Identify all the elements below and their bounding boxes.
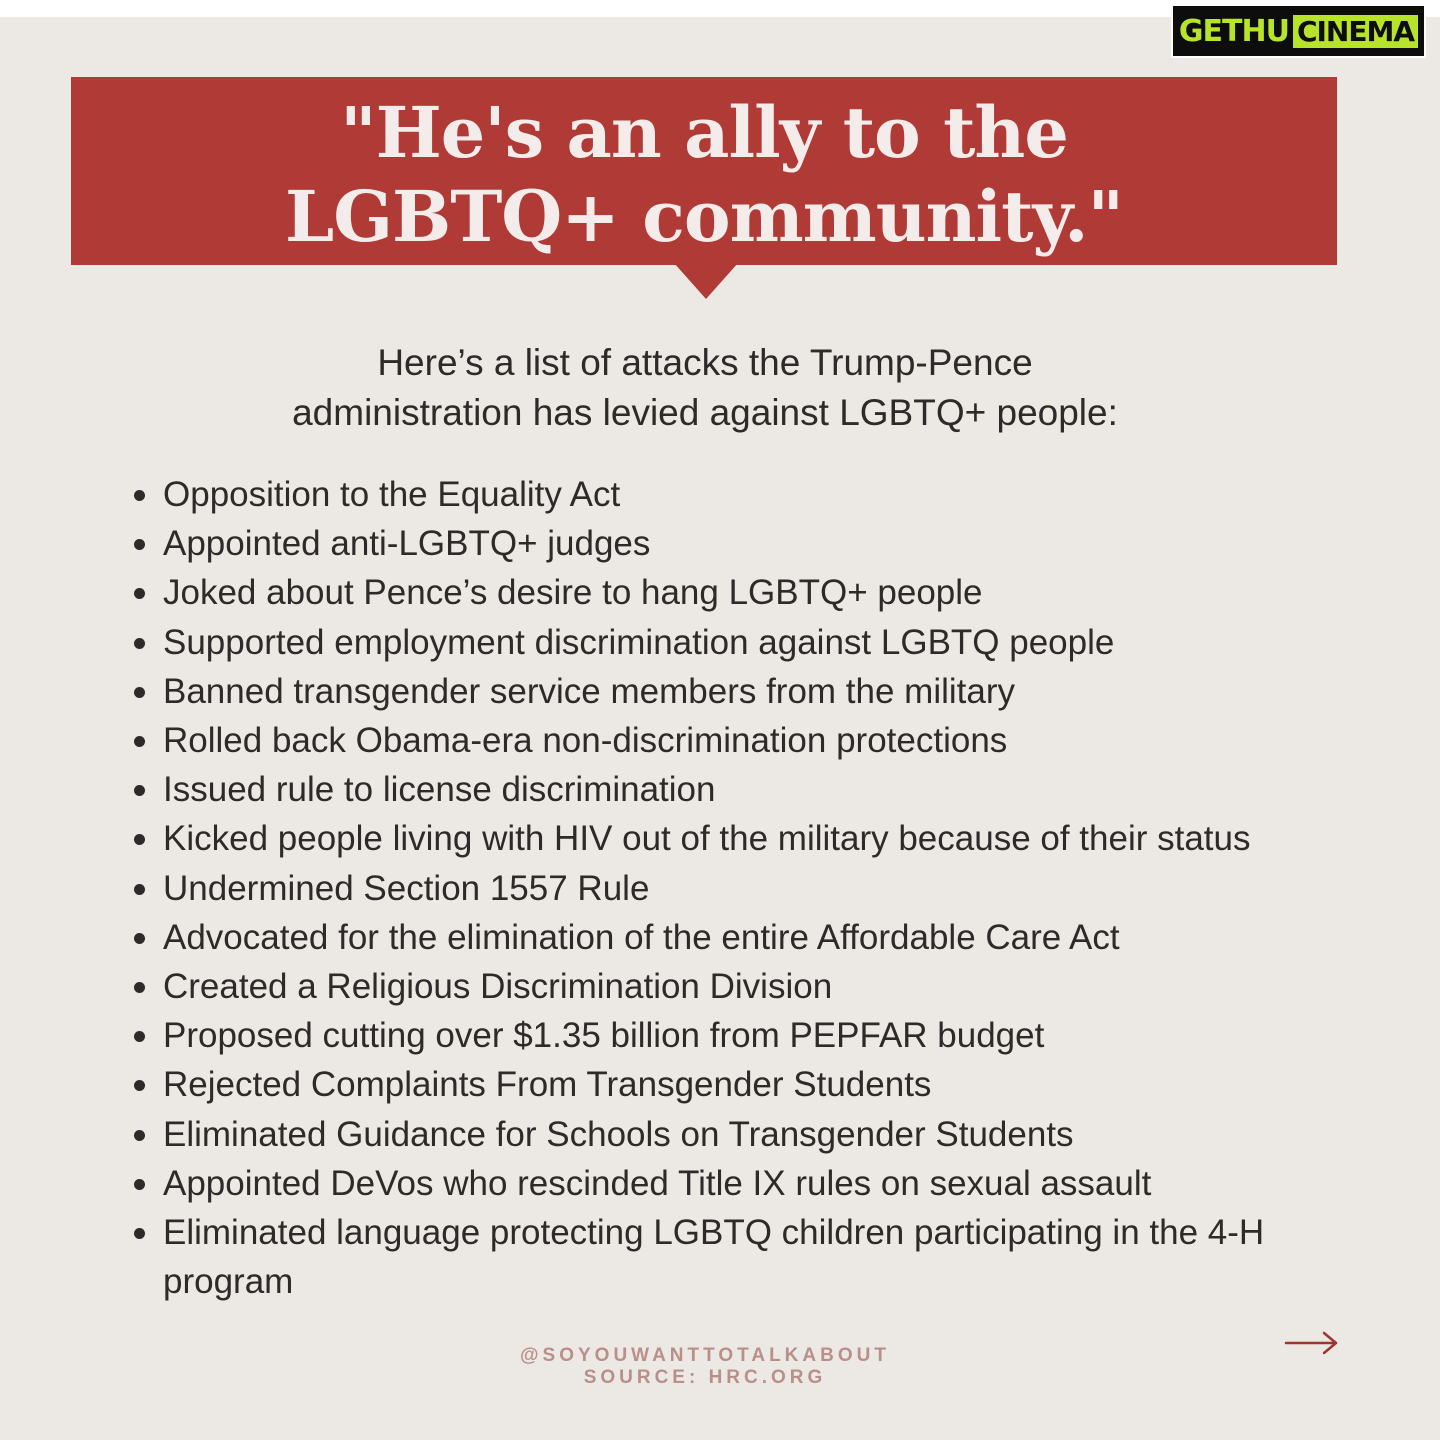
- watermark-text-1: GETHU: [1178, 13, 1289, 49]
- headline-banner: [71, 77, 1337, 265]
- list-item-text: Undermined Section 1557 Rule: [163, 868, 650, 908]
- list-item: [132, 519, 1312, 568]
- watermark-logo: [1171, 4, 1426, 58]
- list-item: [132, 1011, 1312, 1060]
- watermark-text-2: CINEMA: [1293, 15, 1418, 48]
- list-item-text: Rolled back Obama-era non-discrimination protections: [163, 721, 1008, 761]
- bullet-icon: [134, 1228, 145, 1239]
- bullet-icon: [134, 490, 145, 501]
- intro-line-1: Here’s a list of attacks the Trump-Pence: [377, 342, 1033, 383]
- list-item: [132, 765, 1312, 814]
- arrow-right-icon[interactable]: [1284, 1328, 1340, 1358]
- bullet-icon: [134, 1179, 145, 1190]
- list-item: [132, 470, 1312, 519]
- list-item-text: Kicked people living with HIV out of the military because of their status: [163, 819, 1251, 859]
- headline-line-2: LGBTQ+ community.": [285, 175, 1123, 258]
- bullet-icon: [134, 1130, 145, 1141]
- bullet-icon: [134, 1080, 145, 1091]
- list-item-text: Appointed DeVos who rescinded Title IX rules on sexual assault: [163, 1163, 1152, 1203]
- bullet-icon: [134, 638, 145, 649]
- list-item: [132, 716, 1312, 765]
- list-item-text: Rejected Complaints From Transgender Students: [163, 1065, 932, 1105]
- list-item-text: Opposition to the Equality Act: [163, 475, 621, 514]
- list-item-text: Created a Religious Discrimination Division: [163, 967, 833, 1007]
- list-item: [132, 864, 1312, 913]
- bullet-icon: [134, 834, 145, 845]
- list-item: [132, 913, 1312, 962]
- list-item: [132, 962, 1312, 1011]
- list-item: [132, 667, 1312, 716]
- list-item-text: Eliminated language protecting LGBTQ children participating in the 4-H program: [163, 1213, 1265, 1302]
- list-item-text: Issued rule to license discrimination: [163, 770, 716, 810]
- list-item-text: Banned transgender service members from the military: [163, 671, 1016, 711]
- list-item-text: Proposed cutting over $1.35 billion from PEPFAR budget: [163, 1016, 1045, 1056]
- bullet-icon: [134, 588, 145, 599]
- list-item: [132, 1208, 1312, 1306]
- bullet-icon: [134, 982, 145, 993]
- footer-credits: [0, 1345, 1410, 1389]
- attack-list: [132, 470, 1312, 1306]
- list-item-text: Joked about Pence’s desire to hang LGBTQ+ people: [163, 573, 983, 613]
- list-item: [132, 1060, 1312, 1109]
- bullet-icon: [134, 736, 145, 747]
- source-credit: SOURCE: HRC.ORG: [583, 1367, 827, 1388]
- author-handle: @SOYOUWANTTOTALKABOUT: [520, 1345, 890, 1366]
- bullet-icon: [134, 933, 145, 944]
- intro-line-2: administration has levied against LGBTQ+ people:: [292, 392, 1118, 433]
- intro-text: [0, 338, 1410, 438]
- headline: [71, 91, 1337, 259]
- list-item: [132, 1159, 1312, 1208]
- list-item-text: Eliminated Guidance for Schools on Transgender Students: [163, 1114, 1074, 1154]
- list-item: [132, 568, 1312, 617]
- bullet-icon: [134, 884, 145, 895]
- speech-pointer: [674, 263, 738, 299]
- list-item-text: Appointed anti-LGBTQ+ judges: [163, 524, 651, 564]
- bullet-icon: [134, 785, 145, 796]
- list-item-text: Advocated for the elimination of the entire Affordable Care Act: [163, 917, 1120, 957]
- bullet-icon: [134, 539, 145, 550]
- headline-line-1: "He's an ally to the: [340, 91, 1068, 174]
- list-item: [132, 618, 1312, 667]
- bullet-icon: [134, 687, 145, 698]
- list-item-text: Supported employment discrimination against LGBTQ people: [163, 622, 1115, 662]
- list-item: [132, 1110, 1312, 1159]
- bullet-icon: [134, 1031, 145, 1042]
- list-item: [132, 814, 1312, 863]
